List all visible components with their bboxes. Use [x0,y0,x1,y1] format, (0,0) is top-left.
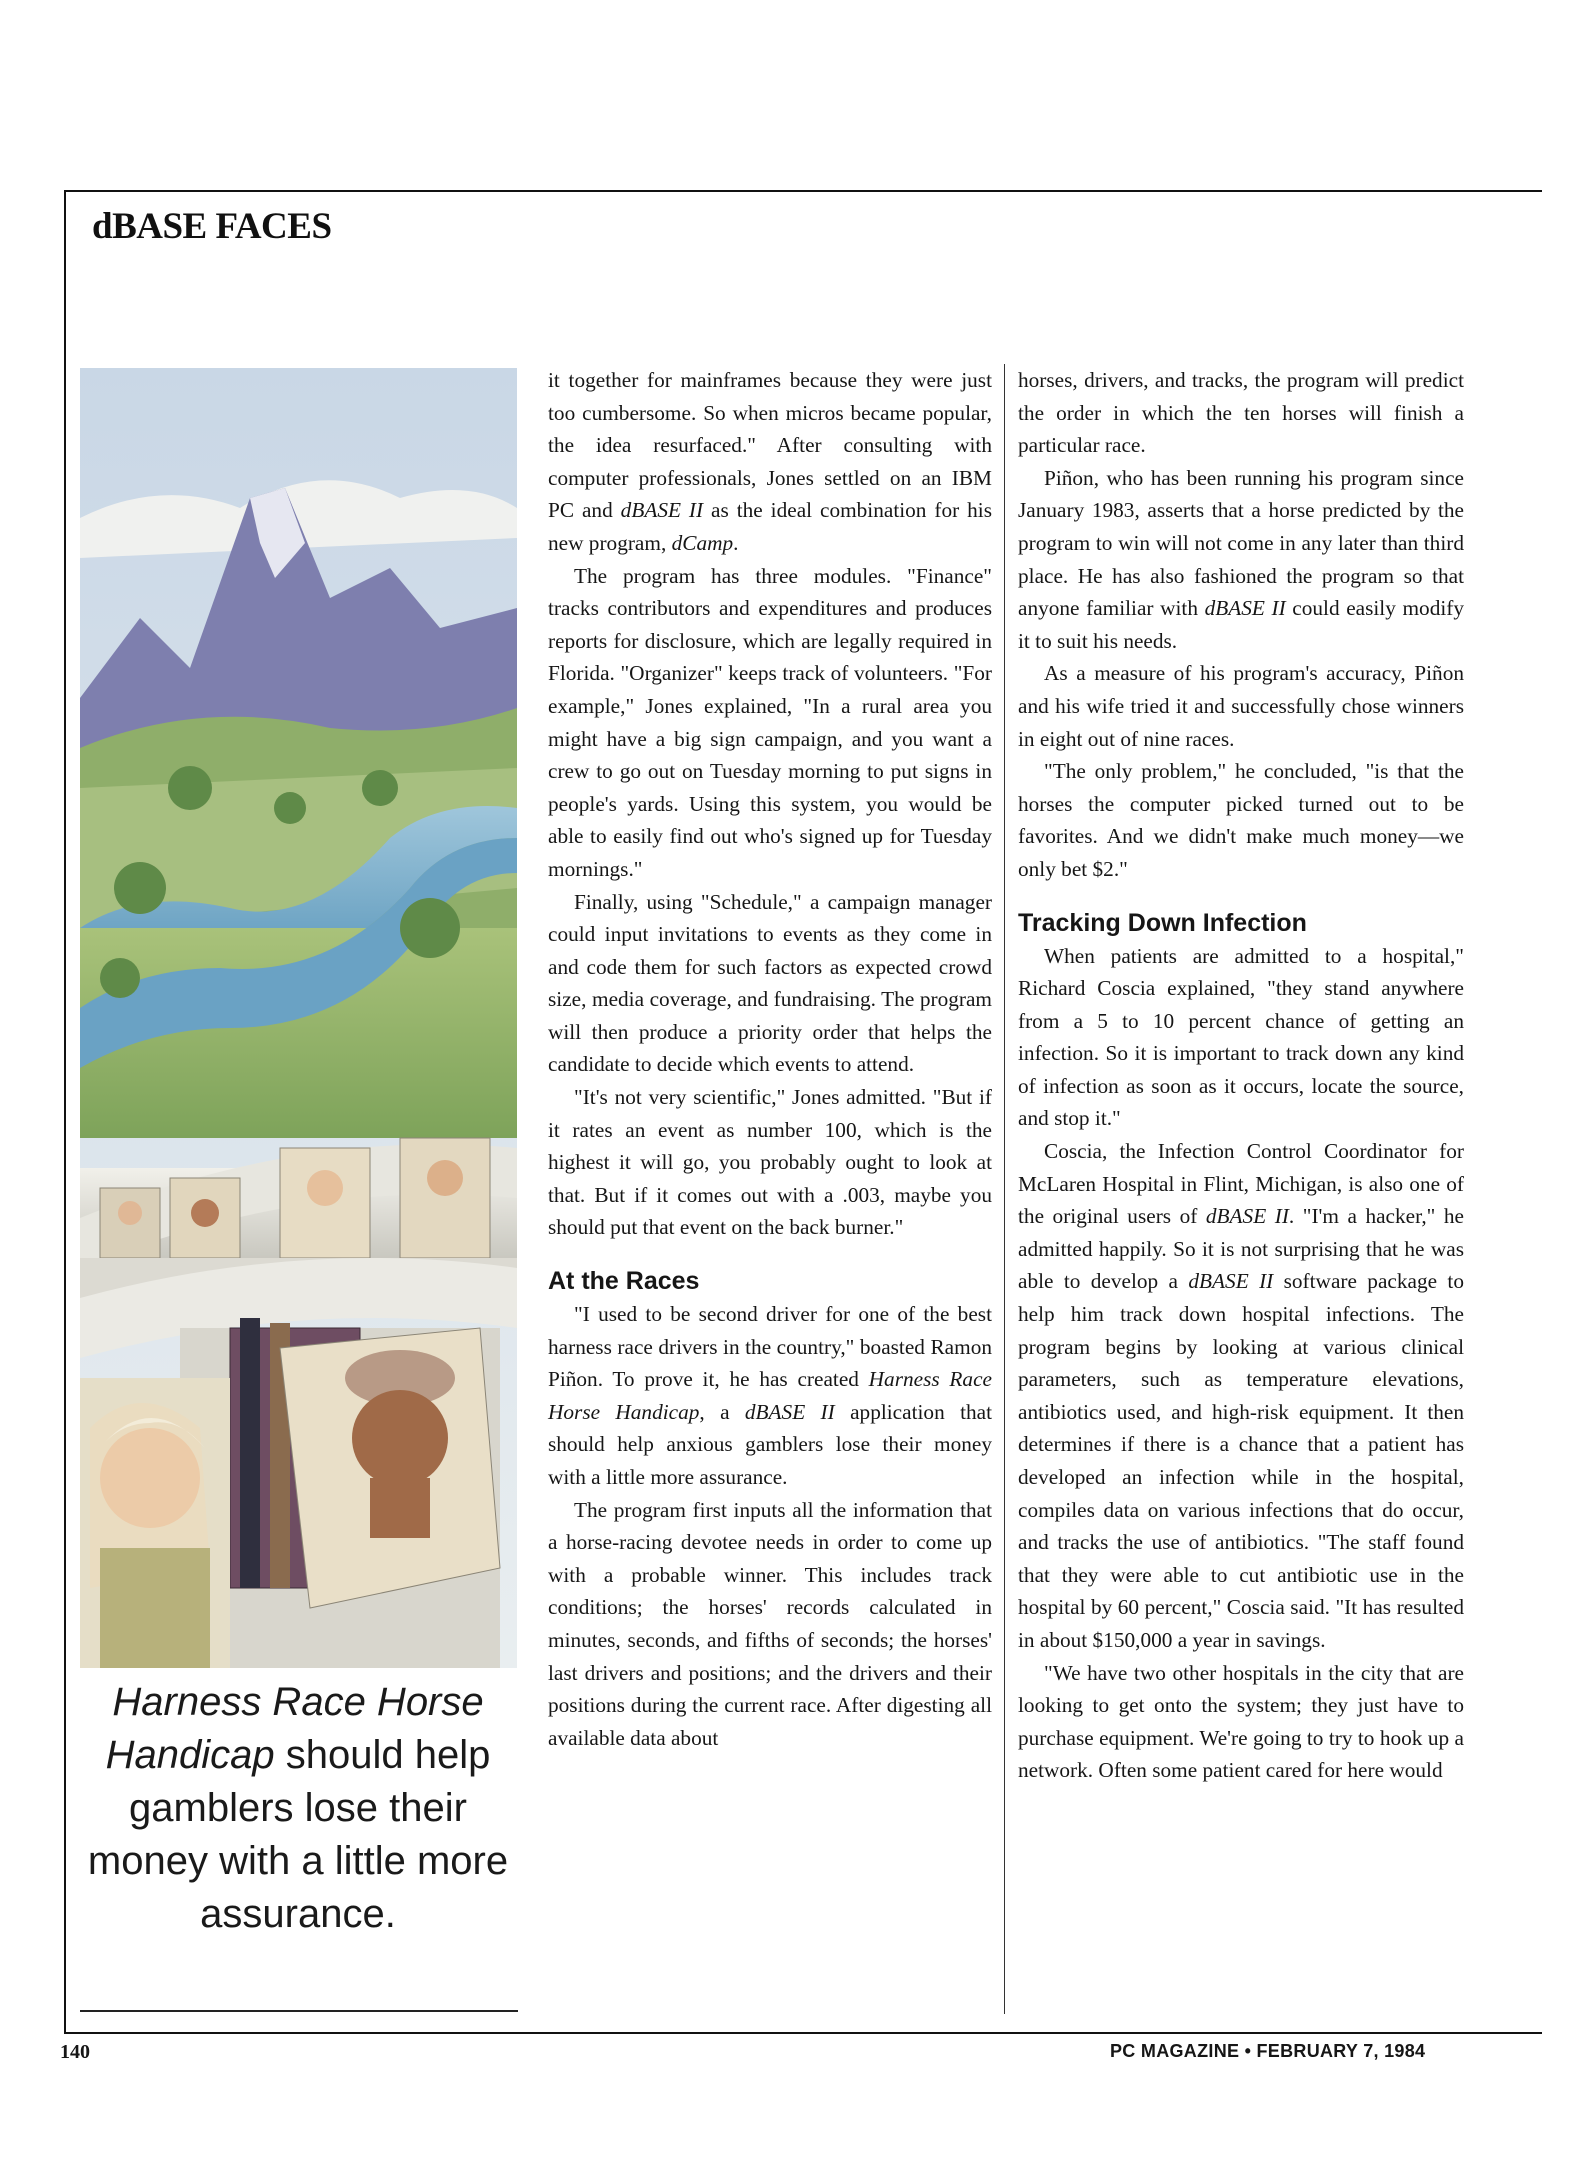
column-divider [1004,364,1005,2014]
paragraph: The program first inputs all the information that a horse-racing devotee needs in order to come up with a probable winner. This includes track conditions; the horses' records calculated in minutes, seconds, and fifths of seconds; the horses' last drivers and positions; and the drivers and their positions during the current race. After digesting all available data about [548,1497,992,1750]
italic-run: dCamp [671,530,734,555]
paragraph: Finally, using "Schedule," a campaign manager could input invitations to events as they come in and code them for such factors as expected crowd size, media coverage, and fundraising. The program will then produce a priority order that helps the candidate to decide which events to attend. [548,889,992,1077]
page-number: 140 [60,2041,90,2063]
paragraph: As a measure of his program's accuracy, Piñon and his wife tried it and successfully chose winners in eight out of nine races. [1018,661,1464,751]
paragraph [548,364,992,560]
italic-run: Harness Race Horse Handicap [548,1367,992,1424]
text-run: it together for mainframes because they were just too cumbersome. So when micros became popular, the idea resurfaced." After consulting with computer professionals, Jones settled on an IBM PC and [548,368,992,523]
text-run: could easily modify it to suit his needs. [1018,596,1464,653]
paragraph: "The only problem," he concluded, "is that the horses the computer picked turned out to be favorites. And we didn't make much money—we only bet $2." [1018,759,1464,881]
caption-rule [80,2010,518,2012]
paragraph [548,1298,992,1494]
italic-run: dBASE II [1204,596,1286,621]
text-column-1 [548,364,992,1754]
paragraph: The program has three modules. "Finance" tracks contributors and expenditures and produces reports for disclosure, which are legally required in Florida. "Organizer" keeps track of volunteers. "For example," Jones explained, "In a rural area you might have a big sign campaign, and you want a crew to go out on Tuesday morning to put signs in people's yards. Using this system, you would be able to easily find out who's signed up for Tuesday mornings." [548,563,992,881]
caption-italic-title: Harness Race Horse Handicap [105,1680,484,1777]
text-run: Piñon, who has been running his program since January 1983, asserts that a horse predicted by the program to win will not come in any later than third place. He has also fashioned the program so that anyone familiar with [1018,465,1464,621]
text-run: "I used to be second driver for one of the best harness race drivers in the country," boasted Ramon Piñon. To prove it, he has created [548,1302,992,1392]
left-rule [64,190,66,2033]
bottom-rule [64,2032,1542,2034]
paragraph: horses, drivers, and tracks, the program will predict the order in which the ten horses will finish a particular race. [1018,368,1464,458]
paragraph: "We have two other hospitals in the city that are looking to get onto the system; they just have to purchase equipment. We're going to try to hook up a network. Often some patient cared for here would [1018,1660,1464,1783]
subheading-at-the-races: At the Races [548,1267,700,1296]
caption-text: should help gamblers lose their money with a little more assurance. [87,1733,509,1936]
text-run: as the ideal combination for his new program, [548,498,993,555]
italic-run: dBASE II [1188,1269,1274,1294]
landscape-with-file-folders-illustration [80,368,517,1668]
text-run: . "I'm a hacker," he admitted happily. So it is not surprising that he was able to develop a [1018,1204,1464,1294]
text-run: , a [699,1399,745,1424]
subheading-tracking-down-infection: Tracking Down Infection [1018,908,1307,937]
text-run: software package to help him track down hospital infections. The program begins by looking at various clinical parameters, such as temperature elevations, antibiotics used, and high-risk equipment. It then determines if there is a chance that a patient has developed an infection while in the hospital, compiles data on various infections that do occur, and tracks the use of antibiotics. "The staff found that they were able to cut antibiotic use in the hospital by 60 percent," Coscia said. "It has resulted in about $150,000 a year in savings. [1018,1269,1464,1652]
italic-run: dBASE II [1205,1204,1289,1229]
illustration-caption [76,1676,520,1941]
paragraph: "It's not very scientific," Jones admitted. "But if it rates an event as number 100, which is the highest it will go, you probably ought to look at that. But if it comes out with a .003, maybe you should put that event on the back burner." [548,1085,992,1240]
paragraph [1018,1135,1464,1657]
text-run: application that should help anxious gamblers lose their money with a little more assurance. [548,1399,992,1489]
paragraph: When patients are admitted to a hospital," Richard Coscia explained, "they stand anywhere from a 5 to 10 percent chance of getting an infection. So it is important to track down any kind of infection as soon as it occurs, locate the source, and stop it." [1018,943,1464,1131]
text-column-2 [1018,364,1464,1787]
paragraph [1018,462,1464,658]
italic-run: dBASE II [620,498,704,523]
italic-run: dBASE II [744,1399,835,1424]
text-run: . [733,530,739,555]
section-heading: dBASE FACES [92,206,332,247]
magazine-masthead: PC MAGAZINE • FEBRUARY 7, 1984 [1110,2041,1426,2061]
top-rule [64,190,1542,192]
text-run: Coscia, the Infection Control Coordinator for McLaren Hospital in Flint, Michigan, is also one of the original users of [1018,1139,1464,1229]
